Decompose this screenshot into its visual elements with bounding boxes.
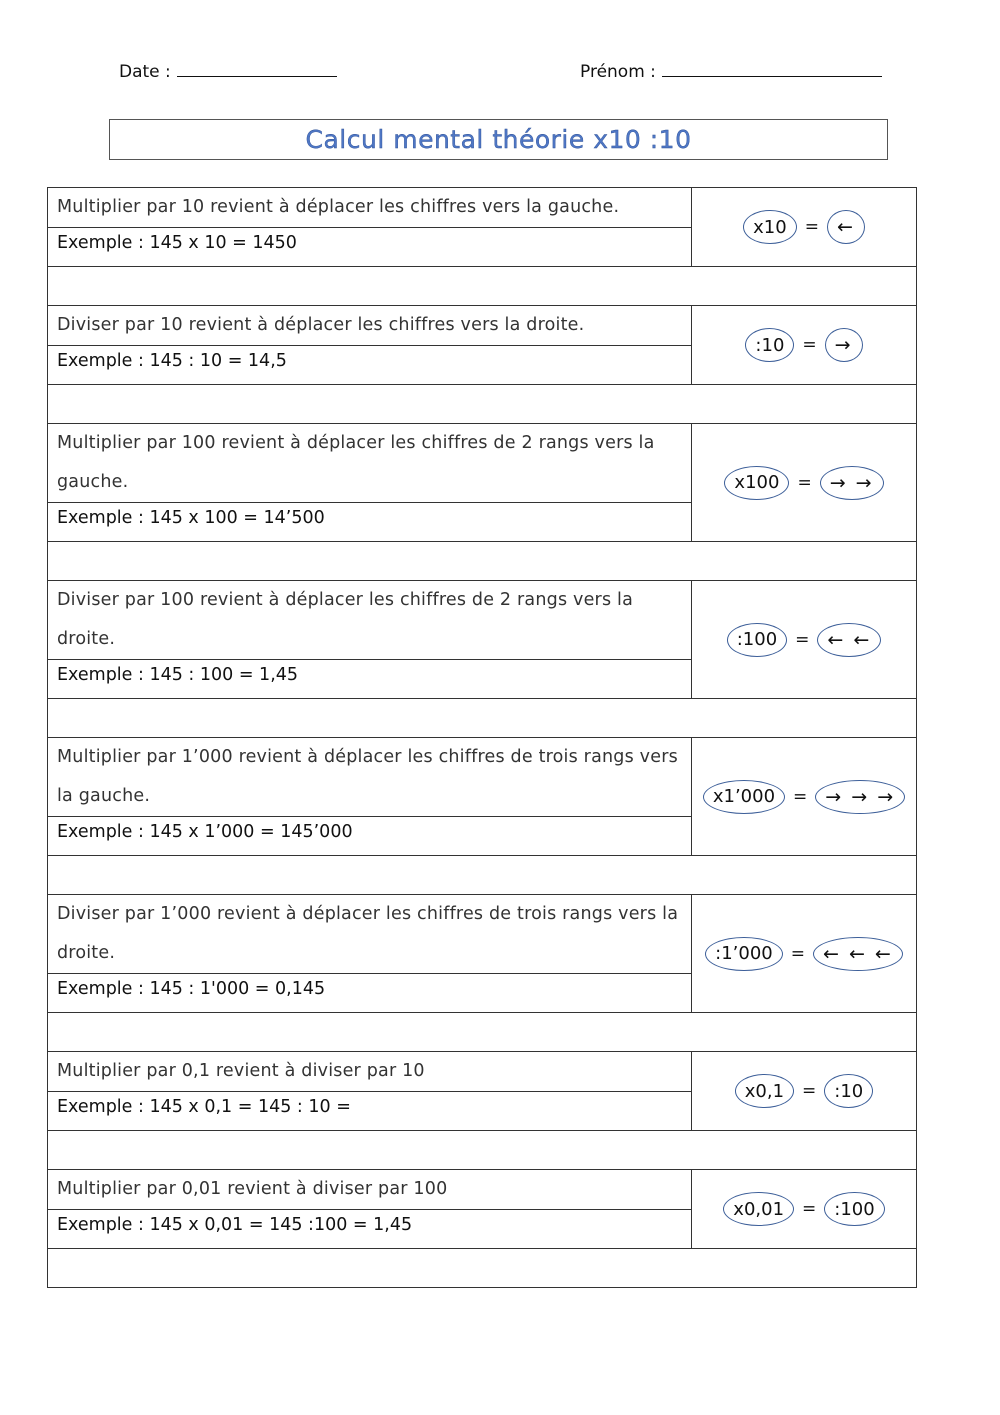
result-oval: :10 [824,1074,873,1108]
equals-sign: = [804,217,819,237]
rule-text: Diviser par 10 revient à déplacer les chiffres vers la droite. [48,306,691,346]
example-text: Exemple : 145 x 10 = 1450 [57,233,297,253]
equals-sign: = [793,786,808,807]
formula-cell [692,738,916,855]
formula [745,328,862,362]
empty-row [48,856,916,895]
prenom-blank-line[interactable] [662,62,882,77]
rule-text: Multiplier par 0,1 revient à diviser par 10 [48,1052,691,1092]
equals-sign: = [802,335,817,355]
operation-oval: x100 [724,466,789,500]
rule-text: Diviser par 100 revient à déplacer les chiffres de 2 rangs vers la droite. [48,581,691,660]
formula [703,780,905,814]
table-row [48,1170,916,1249]
example-text: Exemple : 145 x 1’000 = 145’000 [57,822,353,842]
equals-sign: = [790,943,805,964]
formula-cell [692,1170,916,1248]
date-field [119,62,337,82]
formula-cell [692,895,916,1012]
result-oval: :100 [824,1192,884,1226]
page-title: Calcul mental théorie x10 :10 [305,125,692,154]
rule-text: Multiplier par 100 revient à déplacer les chiffres de 2 rangs vers la gauche. [48,424,691,503]
empty-row [48,1013,916,1052]
equals-sign: = [802,1081,817,1101]
table-row [48,1052,916,1131]
formula [735,1074,874,1108]
operation-oval: x0,1 [735,1074,794,1108]
date-blank-line[interactable] [177,62,337,77]
operation-oval: x10 [743,210,797,244]
prenom-label: Prénom : [580,62,656,82]
example-text: Exemple : 145 : 1'000 = 0,145 [57,979,326,999]
empty-row [48,542,916,581]
operation-oval: :100 [727,623,787,657]
example-text: Exemple : 145 : 10 = 14,5 [57,351,287,371]
formula [727,623,882,657]
equals-sign: = [802,1199,817,1219]
table-row [48,895,916,1013]
rule-text: Multiplier par 1’000 revient à déplacer les chiffres de trois rangs vers la gauche. [48,738,691,817]
arrow-right-icon: → [825,328,863,362]
table-row [48,738,916,856]
example-text: Exemple : 145 : 100 = 1,45 [57,665,299,685]
empty-row [48,385,916,424]
equals-sign: = [797,472,812,493]
table-row [48,581,916,699]
rule-cell [48,424,692,541]
formula [723,1192,884,1226]
triple-arrow-left-icon: ← ← ← [813,937,903,971]
operation-oval: :10 [745,328,794,362]
formula-cell [692,1052,916,1130]
theory-table [47,187,917,1288]
table-row [48,424,916,542]
rule-cell [48,1052,692,1130]
empty-row [48,1249,916,1287]
rule-cell [48,738,692,855]
formula-cell [692,188,916,266]
example-text: Exemple : 145 x 0,01 = 145 :100 = 1,45 [57,1215,413,1235]
rule-cell [48,581,692,698]
example-text: Exemple : 145 x 0,1 = 145 : 10 = [57,1097,351,1117]
triple-arrow-right-icon: → → → [815,780,905,814]
rule-cell [48,306,692,384]
formula-cell [692,581,916,698]
title-box [109,119,888,160]
date-label: Date : [119,62,171,82]
formula-cell [692,424,916,541]
example-text: Exemple : 145 x 100 = 14’500 [57,508,325,528]
table-row [48,306,916,385]
rule-text: Multiplier par 0,01 revient à diviser par 100 [48,1170,691,1210]
formula [743,210,865,244]
operation-oval: x0,01 [723,1192,794,1226]
operation-oval: :1’000 [705,937,783,971]
double-arrow-left-icon: ← ← [817,623,881,657]
formula [705,937,903,971]
double-arrow-right-icon: → → [820,466,884,500]
table-row [48,188,916,267]
formula [724,466,883,500]
empty-row [48,267,916,306]
rule-cell [48,1170,692,1248]
empty-row [48,1131,916,1170]
rule-text: Diviser par 1’000 revient à déplacer les chiffres de trois rangs vers la droite. [48,895,691,974]
empty-row [48,699,916,738]
rule-text: Multiplier par 10 revient à déplacer les chiffres vers la gauche. [48,188,691,228]
equals-sign: = [795,629,810,650]
prenom-field [580,62,882,82]
rule-cell [48,895,692,1012]
formula-cell [692,306,916,384]
operation-oval: x1’000 [703,780,785,814]
rule-cell [48,188,692,266]
arrow-left-icon: ← [827,210,865,244]
